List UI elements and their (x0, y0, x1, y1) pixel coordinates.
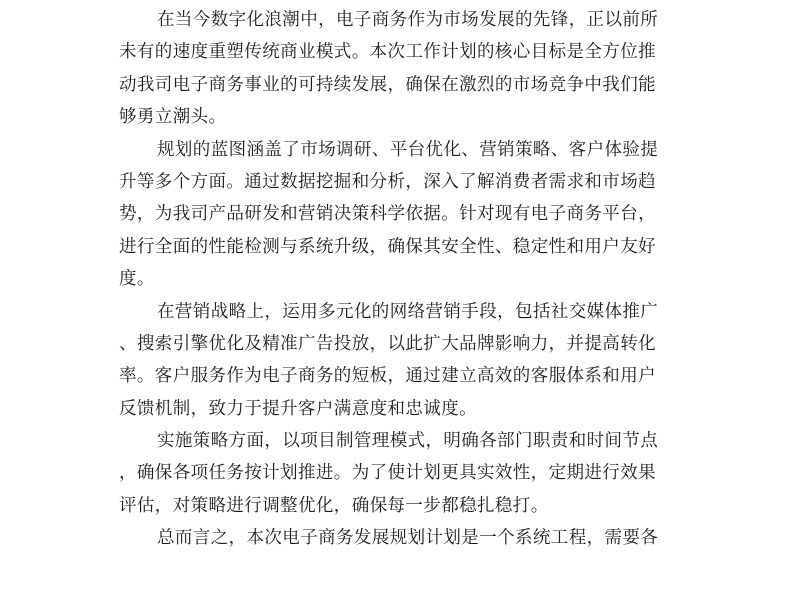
paragraph-line: 够勇立潮头。 (119, 107, 227, 128)
paragraph-line: 度。 (119, 269, 155, 290)
paragraph-line: ，确保各项任务按计划推进。为了使计划更具实效性，定期进行效果 (119, 463, 656, 484)
paragraph-5 (119, 522, 679, 554)
paragraph-line: 评估，对策略进行调整优化，确保每一步都稳扎稳打。 (119, 495, 549, 516)
paragraph-line: 未有的速度重塑传统商业模式。本次工作计划的核心目标是全方位推 (119, 42, 656, 63)
paragraph-line: 势，为我司产品研发和营销决策科学依据。针对现有电子商务平台， (119, 204, 656, 225)
paragraph-line: 升等多个方面。通过数据挖掘和分析，深入了解消费者需求和市场趋 (119, 171, 656, 192)
paragraph-line: 在当今数字化浪潮中，电子商务作为市场发展的先锋，正以前所 (157, 10, 659, 30)
paragraph-line: 总而言之，本次电子商务发展规划计划是一个系统工程，需要各 (157, 528, 659, 549)
paragraph-line: 实施策略方面，以项目制管理模式，明确各部门职责和时间节点 (157, 431, 659, 452)
paragraph-line: 规划的蓝图涵盖了市场调研、平台优化、营销策略、客户体验提 (157, 139, 659, 160)
document-body (119, 4, 679, 555)
paragraph-2 (119, 134, 679, 296)
paragraph-line: 反馈机制，致力于提升客户满意度和忠诚度。 (119, 398, 477, 419)
paragraph-1 (119, 4, 679, 134)
paragraph-3 (119, 296, 679, 426)
paragraph-line: 在营销战略上，运用多元化的网络营销手段，包括社交媒体推广 (157, 301, 659, 322)
paragraph-line: 、搜索引擎优化及精准广告投放，以此扩大品牌影响力，并提高转化 (119, 333, 656, 354)
paragraph-line: 率。客户服务作为电子商务的短板，通过建立高效的客服体系和用户 (119, 366, 656, 387)
paragraph-4 (119, 425, 679, 522)
paragraph-line: 进行全面的性能检测与系统升级，确保其安全性、稳定性和用户友好 (119, 236, 656, 257)
paragraph-line: 动我司电子商务事业的可持续发展，确保在激烈的市场竞争中我们能 (119, 74, 656, 95)
